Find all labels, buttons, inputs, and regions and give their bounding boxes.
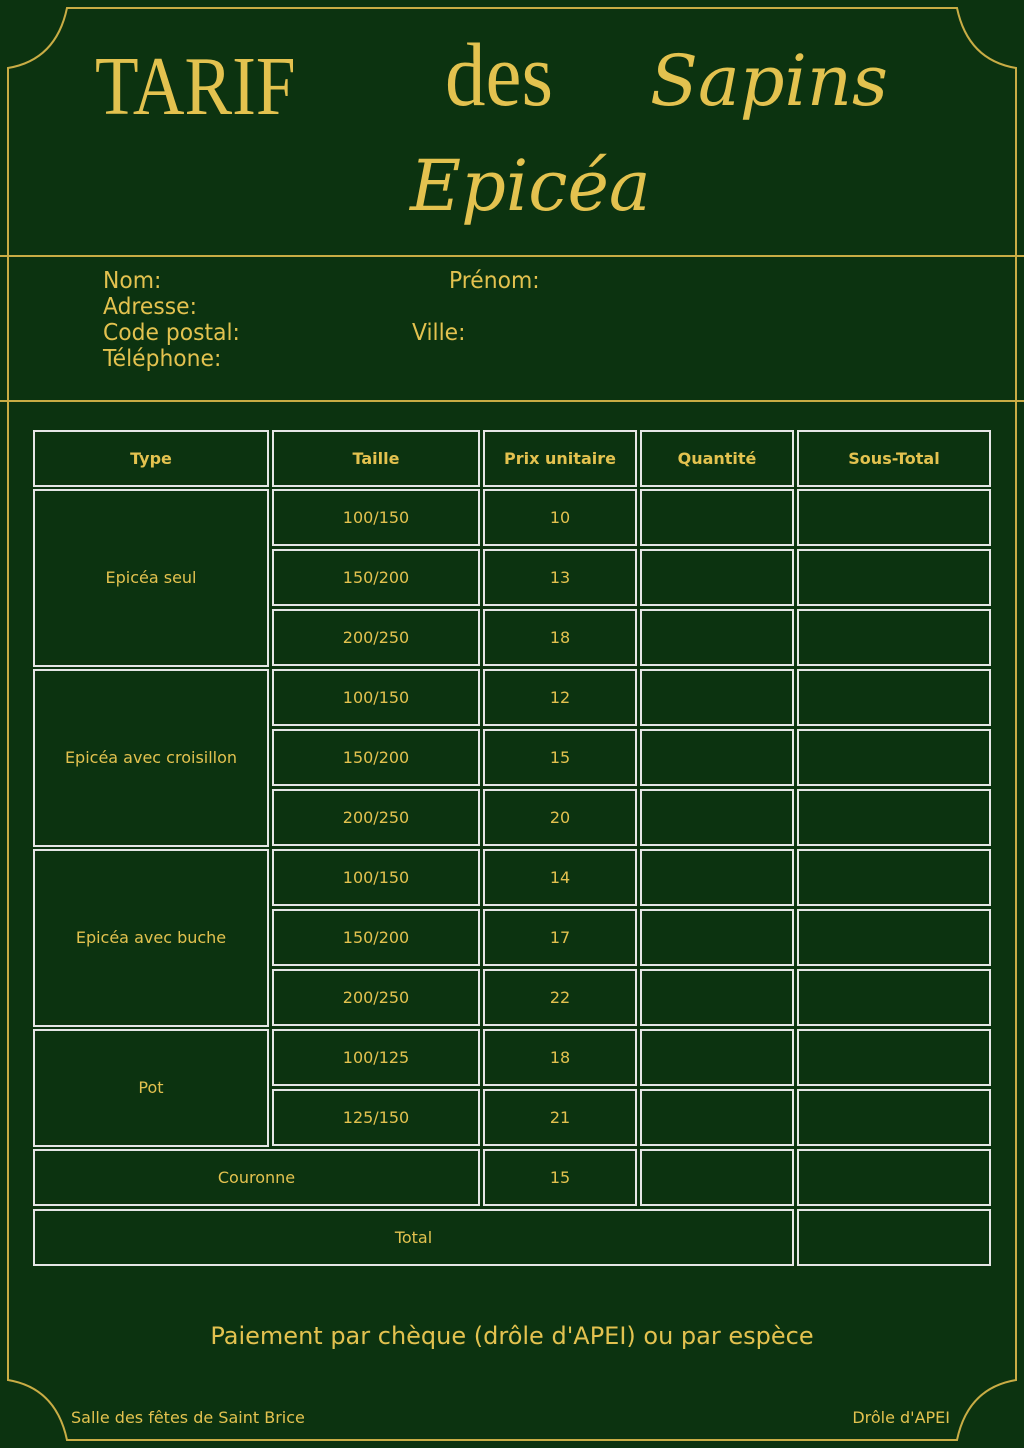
- label-nom: Nom:: [103, 268, 162, 294]
- size-cell: 150/200: [272, 909, 480, 966]
- price-cell: 10: [483, 489, 637, 546]
- type-cell: Epicéa avec buche: [33, 849, 269, 1027]
- price-cell: 21: [483, 1089, 637, 1146]
- price-cell: 20: [483, 789, 637, 846]
- quantity-input[interactable]: [640, 789, 794, 846]
- title-tarif: TARIF: [95, 40, 296, 133]
- price-cell: 14: [483, 849, 637, 906]
- label-prenom: Prénom:: [449, 268, 540, 294]
- price-cell: 22: [483, 969, 637, 1026]
- type-cell: Pot: [33, 1029, 269, 1147]
- price-cell: 13: [483, 549, 637, 606]
- quantity-input[interactable]: [640, 1029, 794, 1086]
- label-adresse: Adresse:: [103, 294, 197, 320]
- title-des: des: [445, 26, 553, 125]
- size-cell: 150/200: [272, 729, 480, 786]
- quantity-input[interactable]: [640, 549, 794, 606]
- price-cell: 17: [483, 909, 637, 966]
- subtotal-cell[interactable]: [797, 489, 991, 546]
- size-cell: 100/150: [272, 849, 480, 906]
- subtotal-cell[interactable]: [797, 1089, 991, 1146]
- subtotal-cell[interactable]: [797, 1029, 991, 1086]
- type-cell: Epicéa avec croisillon: [33, 669, 269, 847]
- quantity-input[interactable]: [640, 849, 794, 906]
- subtotal-cell[interactable]: [797, 969, 991, 1026]
- label-ville: Ville:: [412, 320, 466, 346]
- footer-organizer: Drôle d'APEI: [852, 1408, 950, 1427]
- price-cell: 12: [483, 669, 637, 726]
- quantity-input[interactable]: [640, 669, 794, 726]
- size-cell: 200/250: [272, 789, 480, 846]
- couronne-label: Couronne: [33, 1149, 480, 1206]
- header-prix: Prix unitaire: [483, 430, 637, 487]
- size-cell: 200/250: [272, 969, 480, 1026]
- subtotal-cell[interactable]: [797, 789, 991, 846]
- label-telephone: Téléphone:: [103, 346, 222, 372]
- size-cell: 125/150: [272, 1089, 480, 1146]
- quantity-input[interactable]: [640, 909, 794, 966]
- total-value[interactable]: [797, 1209, 991, 1266]
- label-code-postal: Code postal:: [103, 320, 240, 346]
- header-type: Type: [33, 430, 269, 487]
- footer-location: Salle des fêtes de Saint Brice: [71, 1408, 305, 1427]
- quantity-input[interactable]: [640, 1149, 794, 1206]
- price-cell: 18: [483, 1029, 637, 1086]
- size-cell: 100/150: [272, 489, 480, 546]
- size-cell: 150/200: [272, 549, 480, 606]
- price-cell: 18: [483, 609, 637, 666]
- header-taille: Taille: [272, 430, 480, 487]
- header-quantite: Quantité: [640, 430, 794, 487]
- title-sapins: Sapins: [650, 40, 888, 122]
- quantity-input[interactable]: [640, 1089, 794, 1146]
- quantity-input[interactable]: [640, 609, 794, 666]
- total-label: Total: [33, 1209, 794, 1266]
- price-cell: 15: [483, 729, 637, 786]
- subtotal-cell[interactable]: [797, 909, 991, 966]
- header-sous-total: Sous-Total: [797, 430, 991, 487]
- payment-note: Paiement par chèque (drôle d'APEI) ou par espèce: [210, 1322, 814, 1350]
- subtotal-cell[interactable]: [797, 549, 991, 606]
- quantity-input[interactable]: [640, 729, 794, 786]
- size-cell: 100/150: [272, 669, 480, 726]
- couronne-price: 15: [483, 1149, 637, 1206]
- subtotal-cell[interactable]: [797, 669, 991, 726]
- subtitle-epicea: Epicéa: [410, 145, 651, 227]
- subtotal-cell[interactable]: [797, 729, 991, 786]
- divider: [0, 400, 1024, 402]
- subtotal-cell[interactable]: [797, 609, 991, 666]
- type-cell: Epicéa seul: [33, 489, 269, 667]
- quantity-input[interactable]: [640, 969, 794, 1026]
- size-cell: 100/125: [272, 1029, 480, 1086]
- size-cell: 200/250: [272, 609, 480, 666]
- subtotal-cell[interactable]: [797, 1149, 991, 1206]
- divider: [0, 255, 1024, 257]
- subtotal-cell[interactable]: [797, 849, 991, 906]
- quantity-input[interactable]: [640, 489, 794, 546]
